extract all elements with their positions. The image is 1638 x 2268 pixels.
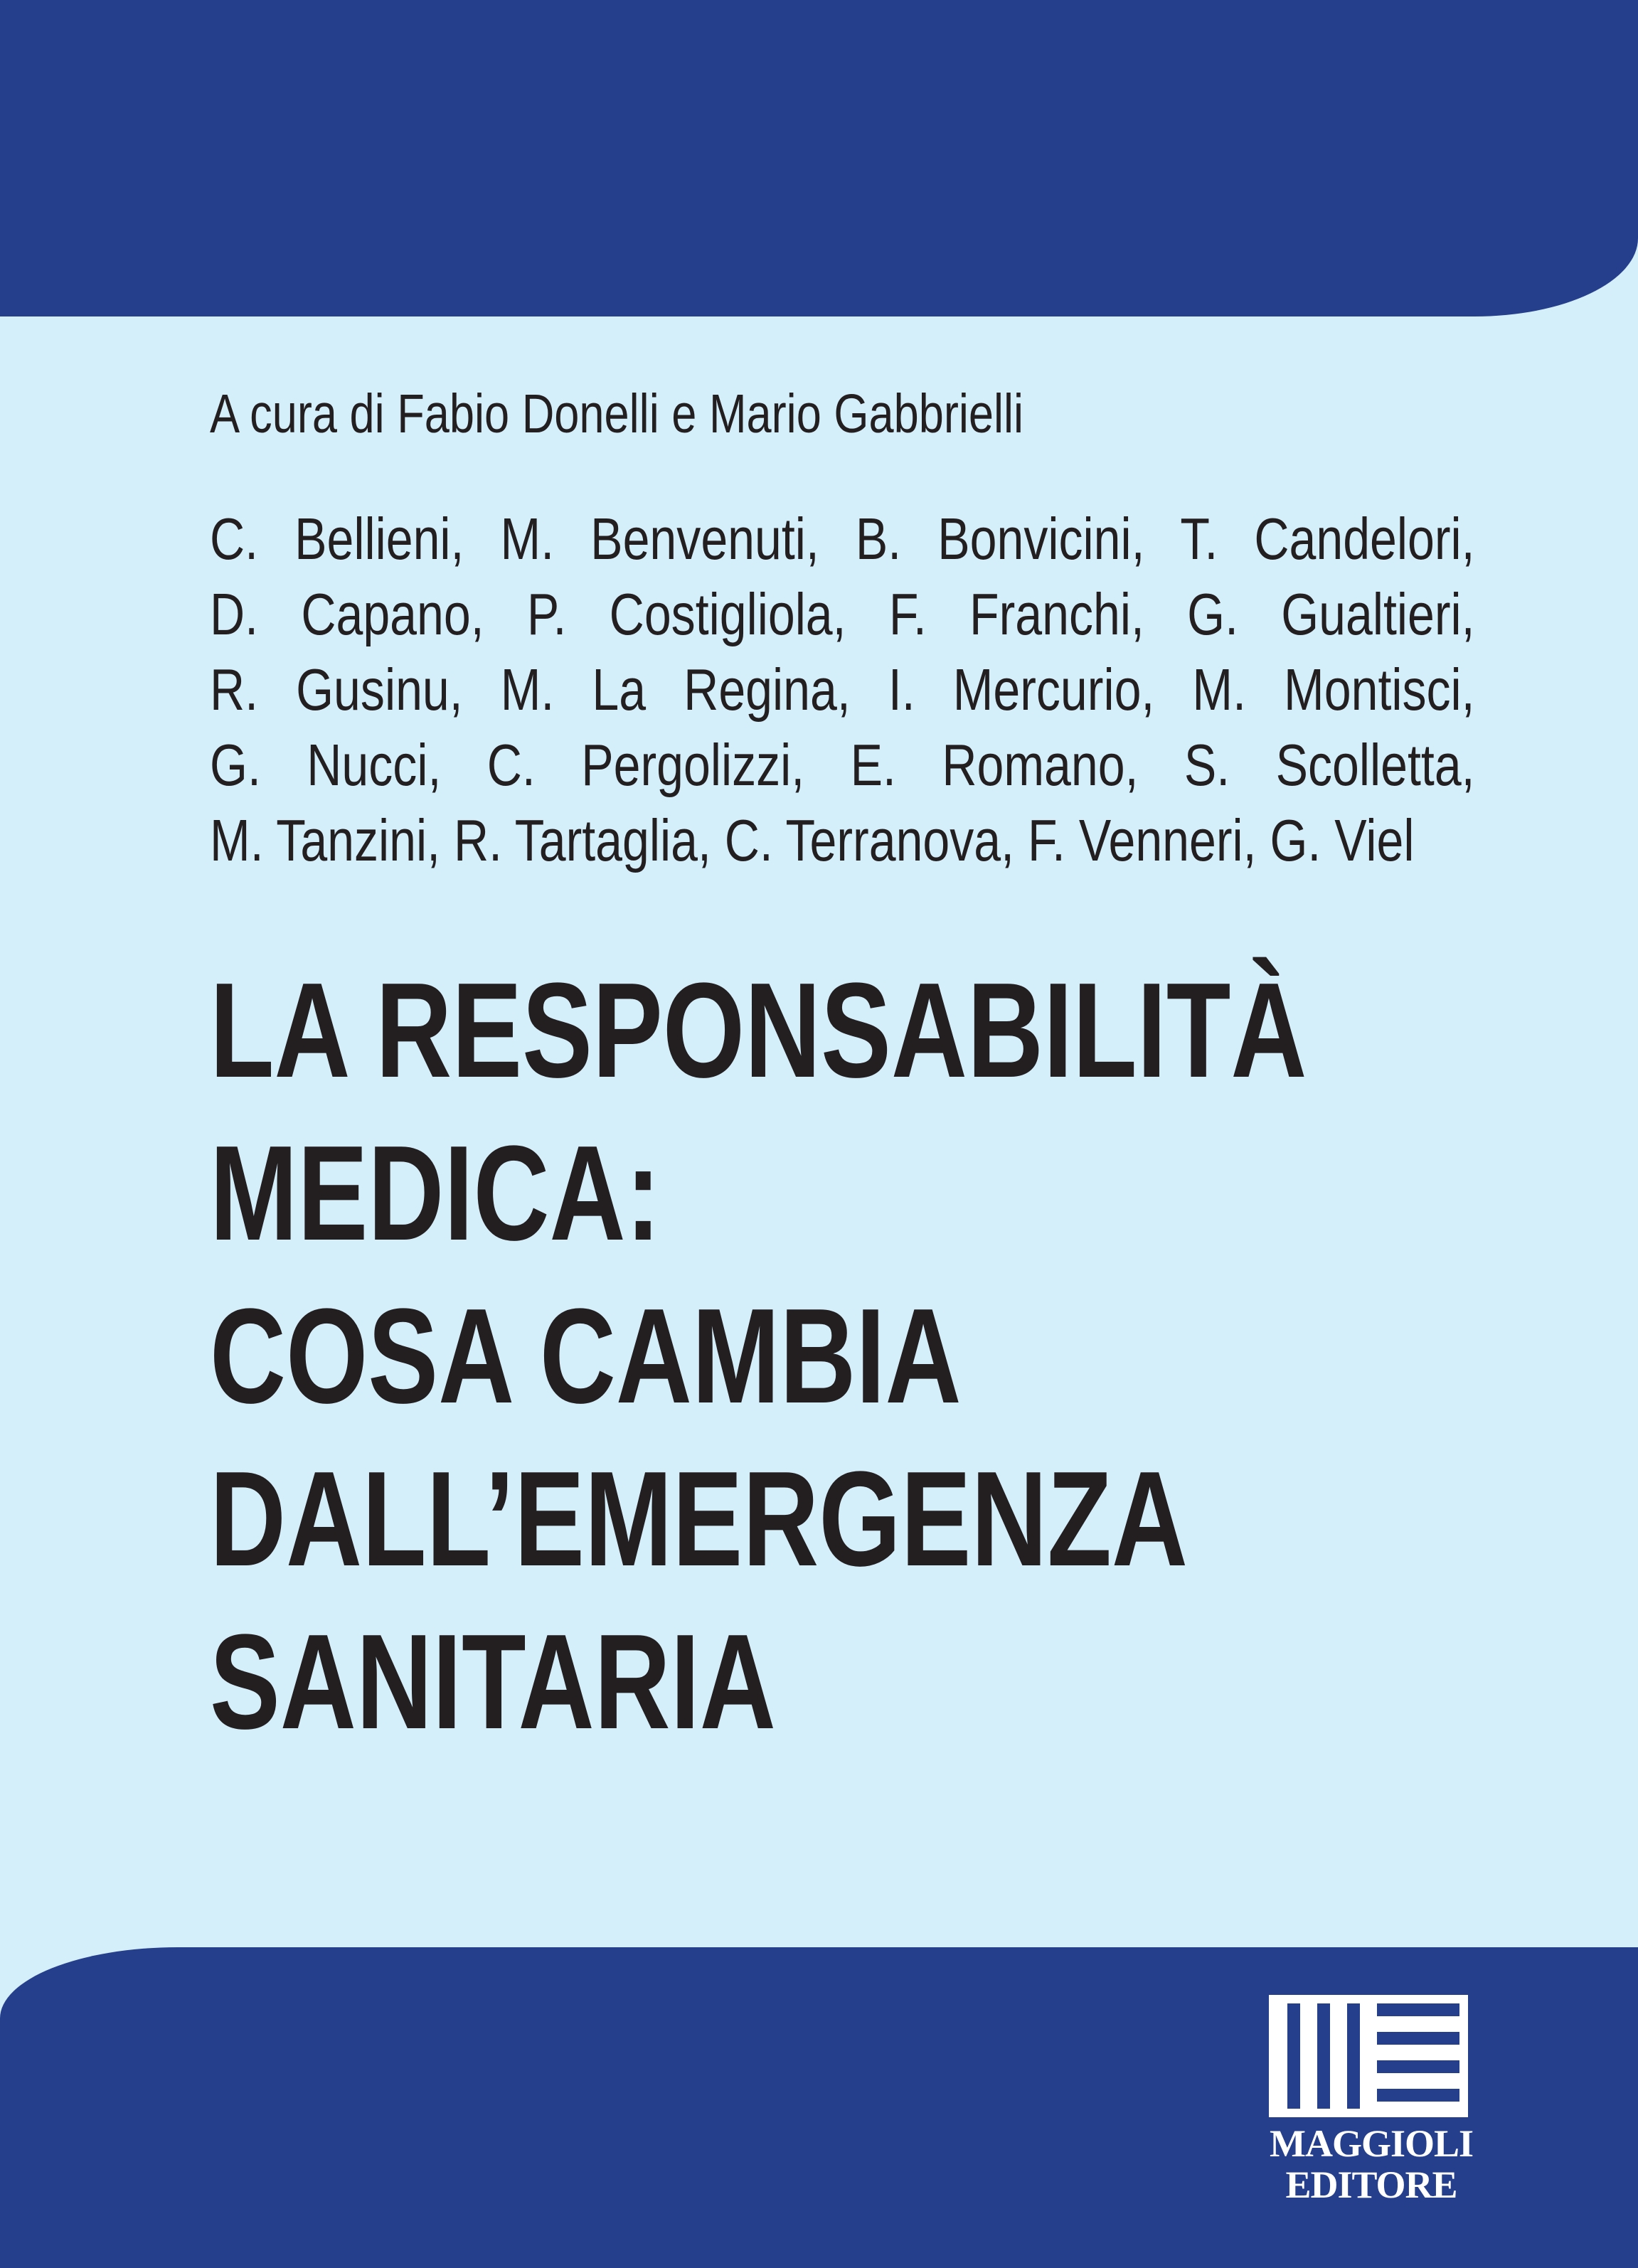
maggioli-logo-icon <box>1269 1995 1468 2117</box>
authors-line: D. Capano, P. Costigliola, F. Franchi, G. Gualtieri, <box>210 581 1475 647</box>
authors-list <box>210 501 1475 878</box>
title-line: COSA CAMBIA <box>210 1281 962 1432</box>
book-title <box>210 949 1307 1764</box>
top-band <box>0 0 1638 316</box>
curators-line: A cura di Fabio Donelli e Mario Gabbrielli <box>210 383 1024 444</box>
title-line: DALL’EMERGENZA <box>210 1444 1188 1594</box>
publisher-logo <box>1266 1995 1477 2230</box>
title-line: SANITARIA <box>210 1607 776 1757</box>
authors-line: M. Tanzini, R. Tartaglia, C. Terranova, F. Venneri, G. Viel <box>210 807 1415 873</box>
title-line: MEDICA: <box>210 1118 661 1269</box>
publisher-name-line1: MAGGIOLI <box>1269 2122 1474 2165</box>
authors-line: C. Bellieni, M. Benvenuti, B. Bonvicini, T. Candelori, <box>210 506 1475 572</box>
publisher-name-line2: EDITORE <box>1285 2163 1457 2206</box>
authors-line: R. Gusinu, M. La Regina, I. Mercurio, M. Montisci, <box>210 656 1475 723</box>
title-line: LA RESPONSABILITÀ <box>210 955 1307 1106</box>
authors-line: G. Nucci, C. Pergolizzi, E. Romano, S. Scolletta, <box>210 732 1475 798</box>
